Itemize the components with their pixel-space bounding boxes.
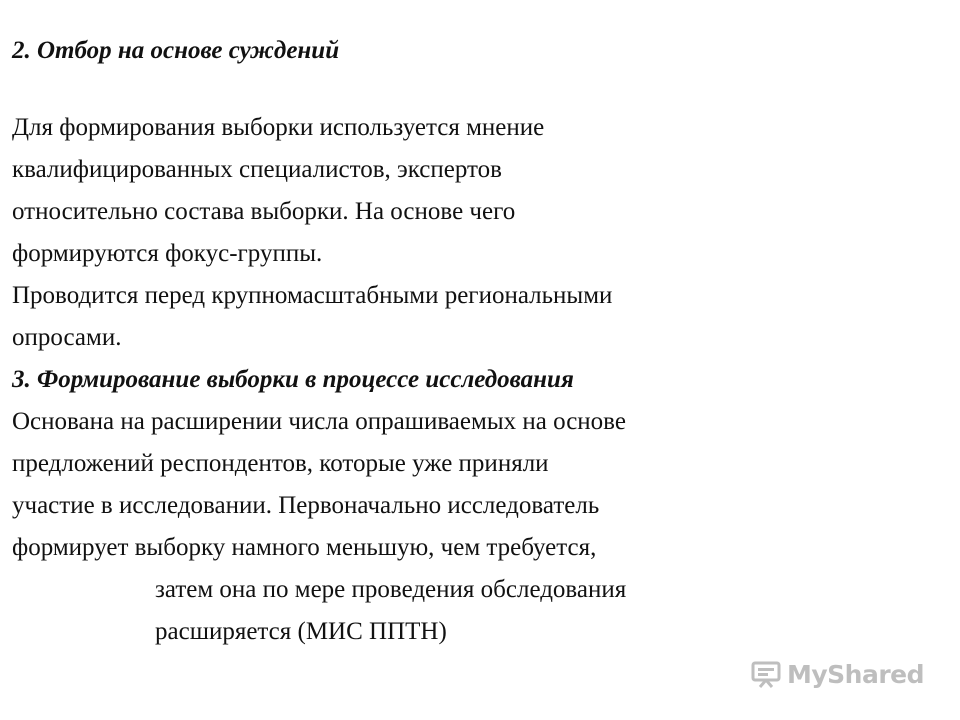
section-3-line: Основана на расширении числа опрашиваемых на основе [12,408,626,435]
section-3-indented-line: затем она по мере проведения обследования [155,576,627,603]
presentation-board-icon [751,659,781,689]
mysahred-watermark [751,658,924,690]
section-2-line: формируются фокус-группы. [12,240,323,267]
section-2-line: Для формирования выборки используется мнение [12,114,545,141]
section-2-line: квалифицированных специалистов, экспертов [12,156,502,183]
section-3-indented-line: расширяется (МИС ППТН) [155,618,447,645]
section-2-line: Проводится перед крупномасштабными региональными [12,282,613,309]
section-3-line: формирует выборку намного меньшую, чем требуется, [12,534,597,561]
section-2-line: опросами. [12,324,122,351]
section-3-line: предложений респондентов, которые уже приняли [12,450,549,477]
watermark-text: MyShared [786,659,924,689]
section-3-line: участие в исследовании. Первоначально исследователь [12,492,600,519]
section-3-heading: 3. Формирование выборки в процессе исследования [12,366,574,393]
section-2-heading: 2. Отбор на основе суждений [12,37,340,64]
section-2-line: относительно состава выборки. На основе чего [12,198,516,225]
